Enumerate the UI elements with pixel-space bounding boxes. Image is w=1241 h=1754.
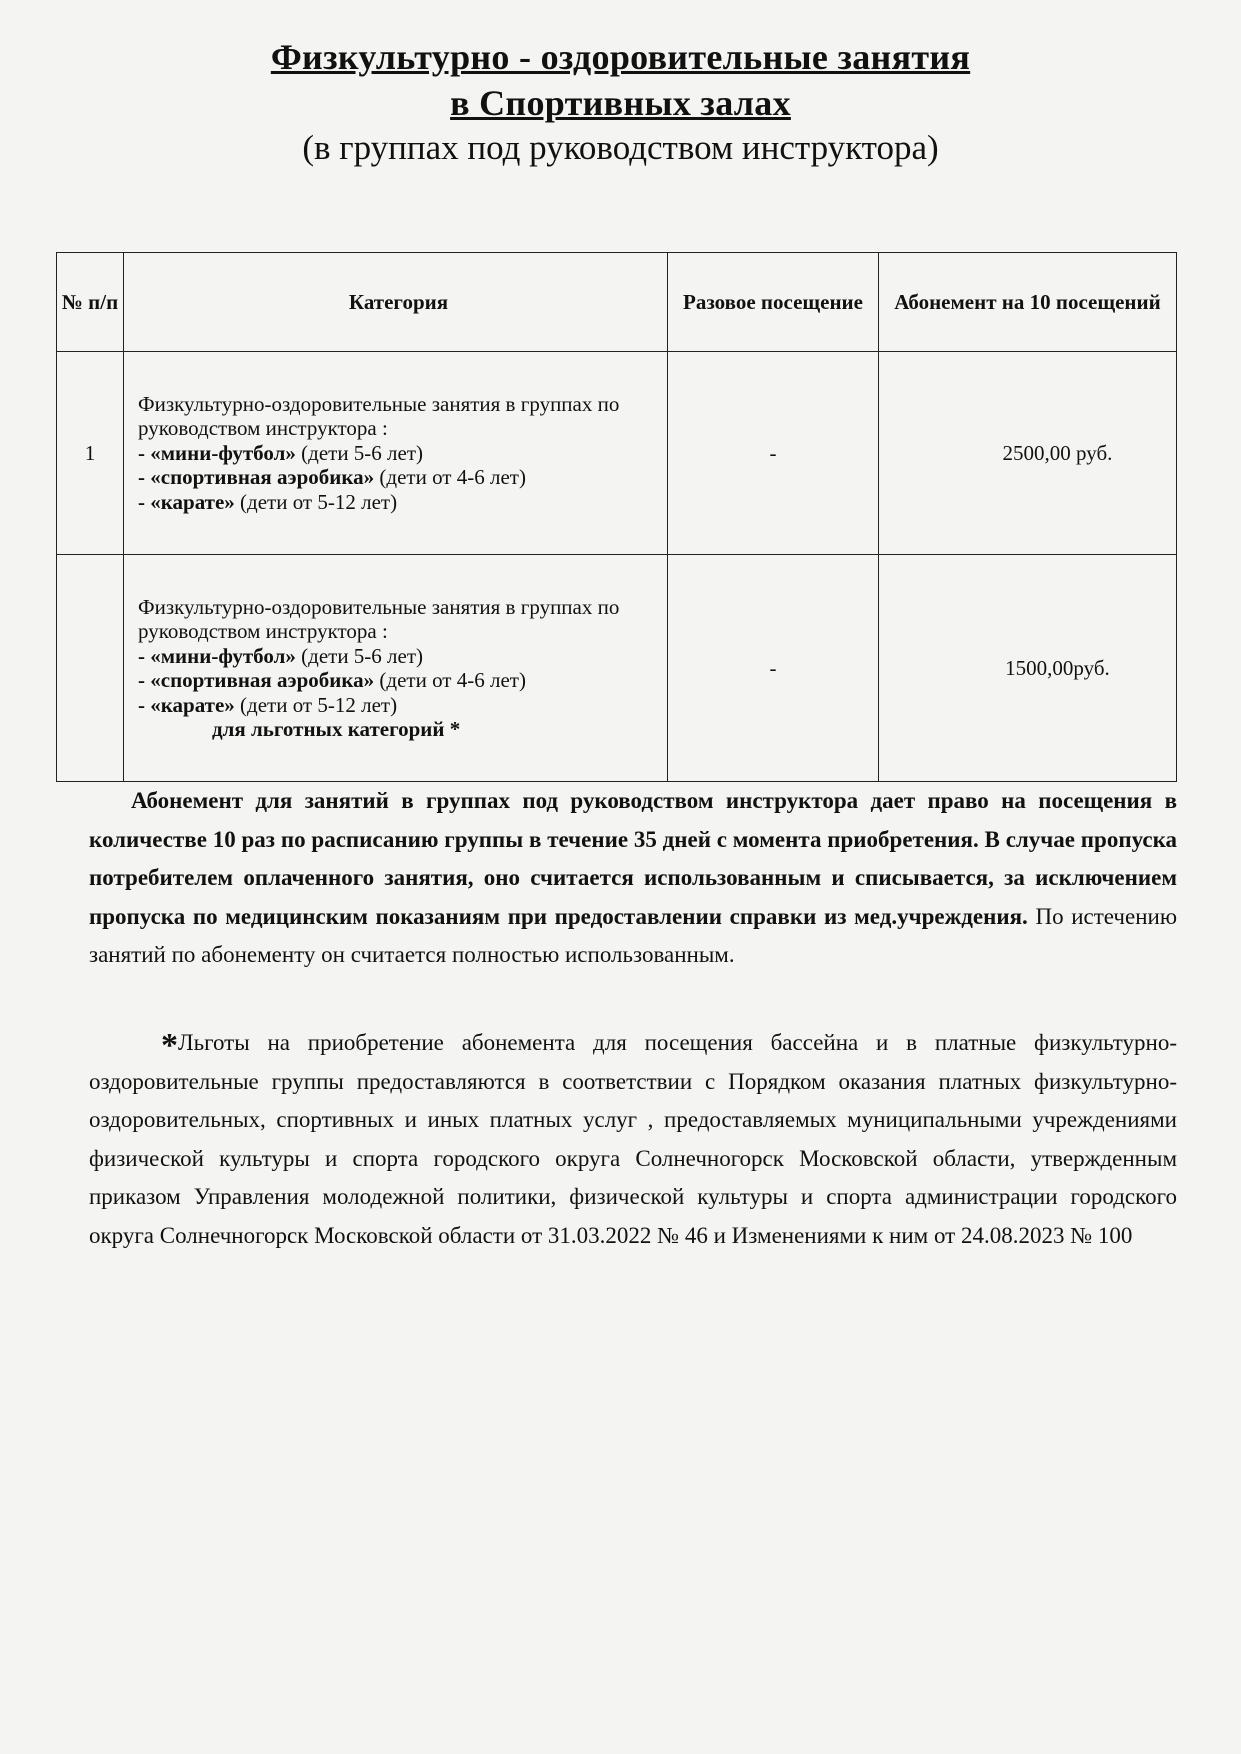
benefit-note: для льготных категорий * bbox=[212, 717, 461, 741]
row-category bbox=[124, 555, 668, 782]
table-row bbox=[57, 555, 1177, 782]
item-age: (дети от 4-6 лет) bbox=[374, 465, 526, 490]
item-name: - «спортивная аэробика» bbox=[138, 668, 375, 692]
row-intro: Физкультурно-оздоровительные занятия в группах по руководством инструктора : bbox=[138, 391, 620, 441]
table-header-row bbox=[57, 253, 1177, 352]
subscription-price: 1500,00руб. bbox=[1005, 655, 1110, 680]
item-age: (дети 5-6 лет) bbox=[295, 643, 424, 668]
row-subscription bbox=[879, 555, 1177, 782]
terms-bold-text: Абонемент для занятий в группах под руководством инструктора дает право на посещения в количестве 10 раз по расписанию группы в течение 35 дней с момента приобретения. В случае пропуска потребителем оплаченного занятия, оно считается использованным и списывается, за исключением пропуска по медицинским показаниям при предоставлении справки из мед.учреждения. bbox=[89, 788, 1177, 929]
benefits-text: Льготы на приобретение абонемента для посещения бассейна и в платные физкультурно-оздоровительные группы предоставляются в соответствии с Порядком оказания платных физкультурно-оздоровительных, спортивных и иных платных услуг , предоставляемых муниципальными учреждениями физической культуры и спорта городского округа Солнечногорск Московской области, утвержденным приказом Управления молодежной политики, физической культуры и спорта администрации городского округа Солнечногорск Московской области от 31.03.2022 № 46 и Изменениями к ним от 24.08.2023 № 100 bbox=[89, 1030, 1177, 1248]
item-age: (дети от 4-6 лет) bbox=[374, 668, 526, 692]
header-subscription: Абонемент на 10 посещений bbox=[879, 253, 1177, 352]
header-single: Разовое посещение bbox=[668, 253, 879, 352]
row-num: 1 bbox=[57, 352, 124, 555]
benefits-paragraph bbox=[89, 1024, 1177, 1255]
item-name: - «карате» bbox=[138, 489, 235, 514]
row-single: - bbox=[668, 352, 879, 555]
price-table bbox=[56, 252, 1177, 782]
row-single: - bbox=[668, 555, 879, 782]
subscription-price: 2500,00 руб. bbox=[1002, 440, 1113, 465]
title-line-1: Физкультурно - оздоровительные занятия bbox=[270, 37, 971, 77]
row-subscription bbox=[879, 352, 1177, 555]
title-line-2: в Спортивных залах bbox=[450, 83, 791, 123]
item-name: - «мини-футбол» bbox=[138, 440, 296, 465]
item-name: - «мини-футбол» bbox=[138, 643, 296, 668]
subscription-terms-paragraph bbox=[89, 782, 1177, 975]
row-num bbox=[57, 555, 124, 782]
item-name: - «спортивная аэробика» bbox=[138, 465, 375, 490]
item-name: - «карате» bbox=[138, 692, 235, 717]
terms-normal-text: По истечению занятий по абонементу он считается полностью использованным. bbox=[89, 903, 1178, 967]
table-row bbox=[57, 352, 1177, 555]
row-category bbox=[124, 352, 668, 555]
item-age: (дети 5-6 лет) bbox=[295, 440, 424, 465]
item-age: (дети от 5-12 лет) bbox=[234, 692, 398, 717]
header-num: № п/п bbox=[57, 253, 124, 352]
row-intro: Физкультурно-оздоровительные занятия в группах по руководством инструктора : bbox=[138, 594, 620, 643]
header-category: Категория bbox=[124, 253, 668, 352]
item-age: (дети от 5-12 лет) bbox=[234, 489, 398, 514]
asterisk-mark: * bbox=[161, 1027, 178, 1064]
title-line-3: (в группах под руководством инструктора) bbox=[302, 128, 939, 167]
